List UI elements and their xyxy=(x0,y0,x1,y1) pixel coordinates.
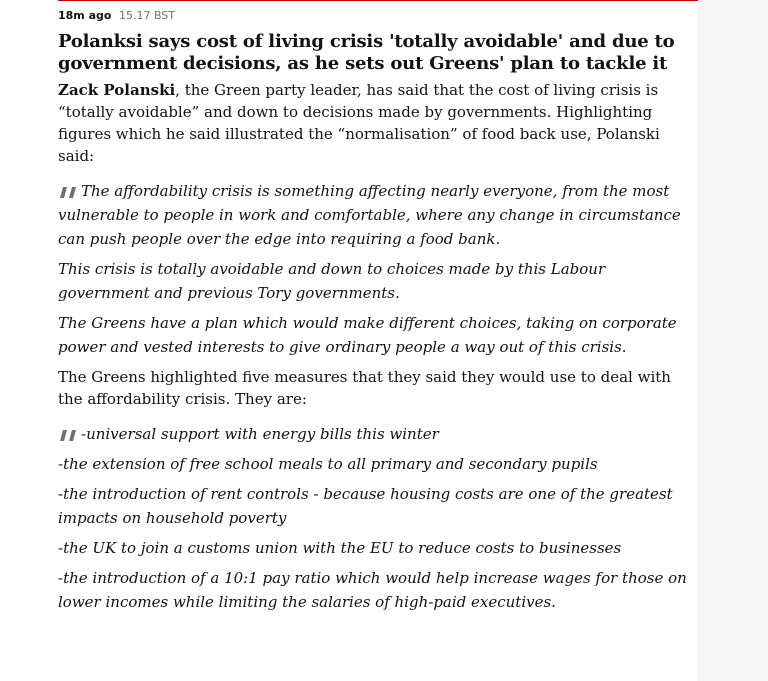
live-blog-entry xyxy=(58,8,688,621)
quote-paragraph xyxy=(58,179,688,251)
relative-time: 18m ago xyxy=(58,9,112,22)
intro-text: , the Green party leader, has said that the cost of living crisis is “totally avoidable” and down to decisions made by governments. Highlighting figures which he said illustrated the “normalisation” of food back use, Polanski said: xyxy=(58,81,660,165)
entry-headline: Polanksi says cost of living crisis 'totally avoidable' and due to government decisions, as he sets out Greens' plan to tackle it xyxy=(58,31,675,74)
absolute-time: 15.17 BST xyxy=(118,9,175,22)
quote-text: The affordability crisis is something affecting nearly everyone, from the most vulnerable to people in work and comfortable, where any change in circumstance can push people over the edge into requiring a food bank. xyxy=(58,182,681,248)
quote-paragraph: -the introduction of rent controls - because housing costs are one of the greatest impacts on household poverty xyxy=(58,485,673,527)
right-gutter xyxy=(698,0,768,681)
quote-paragraph xyxy=(58,422,688,446)
measures-intro-paragraph: The Greens highlighted five measures that they said they would use to deal with the affordability crisis. They are: xyxy=(58,368,671,408)
quote-block-2 xyxy=(58,422,688,614)
quote-paragraph: -the introduction of a 10:1 pay ratio which would help increase wages for those on lower incomes while limiting the salaries of high-paid executives. xyxy=(58,569,687,611)
intro-paragraph xyxy=(58,79,688,167)
quote-mark-icon xyxy=(58,187,77,198)
quote-paragraph: The Greens have a plan which would make different choices, taking on corporate power and vested interests to give ordinary people a way out of this crisis. xyxy=(58,314,677,356)
person-name: Zack Polanski xyxy=(58,81,176,99)
quote-text: -universal support with energy bills this winter xyxy=(81,425,439,443)
quote-mark-icon xyxy=(58,430,77,441)
quote-paragraph: This crisis is totally avoidable and down to choices made by this Labour government and previous Tory governments. xyxy=(58,260,606,302)
quote-paragraph: -the extension of free school meals to all primary and secondary pupils xyxy=(58,455,598,473)
quote-block-1 xyxy=(58,179,688,359)
quote-paragraph: -the UK to join a customs union with the EU to reduce costs to businesses xyxy=(58,539,622,557)
timestamp xyxy=(58,8,688,24)
top-rule xyxy=(58,0,698,1)
